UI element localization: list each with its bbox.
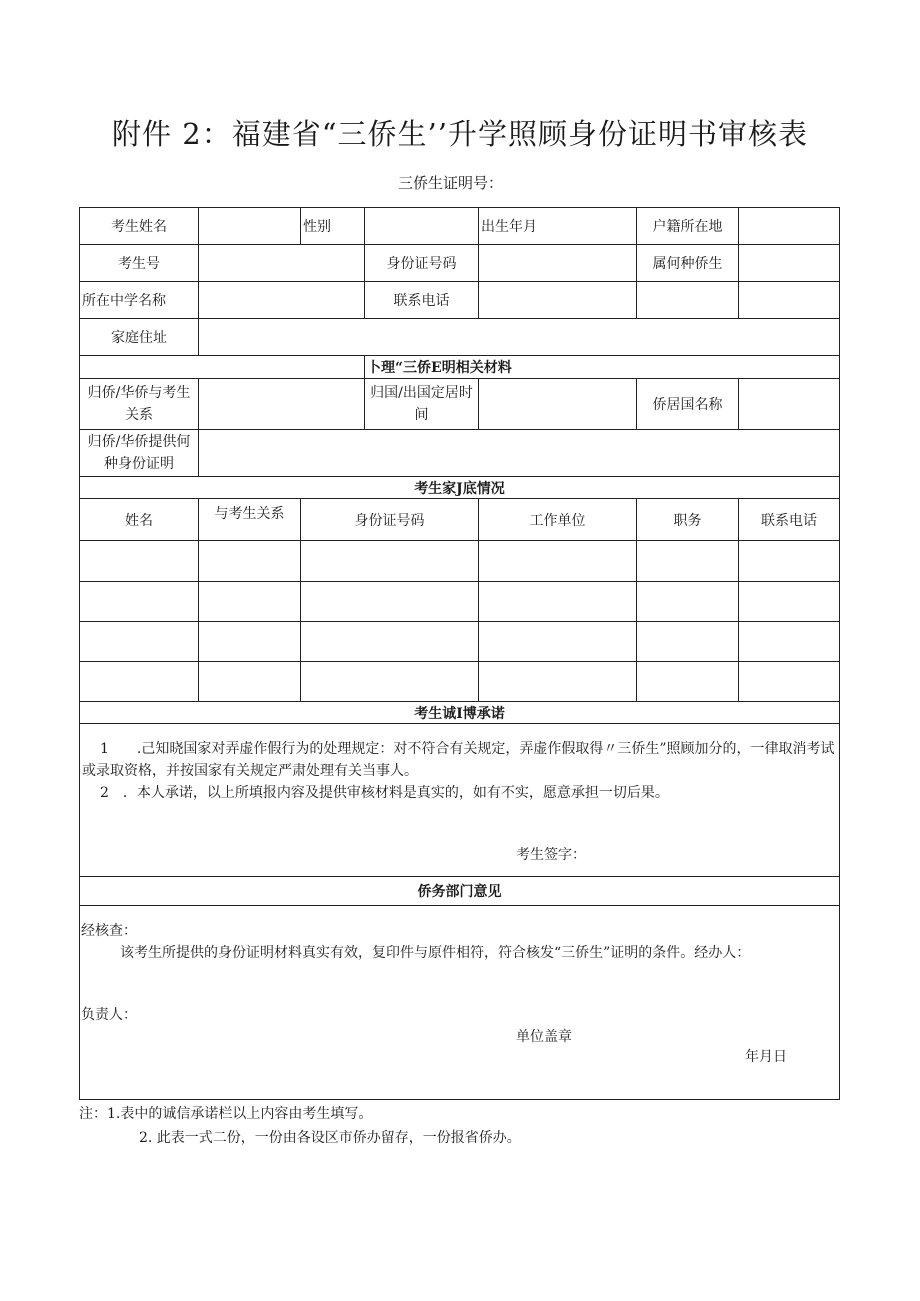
- field-residence-country[interactable]: [739, 378, 840, 429]
- label-school: 所在中学名称: [80, 282, 199, 319]
- review-responsible: 负责人：: [81, 1007, 137, 1023]
- label-birth-date: 出生年月: [479, 208, 637, 245]
- family-cell[interactable]: [479, 661, 637, 701]
- family-header-work: 工作单位: [479, 499, 637, 541]
- label-identity-proof: 归侨/华侨提供何种身份证明: [80, 429, 199, 476]
- section-proof-left: [80, 355, 365, 378]
- review-seal: 单位盖章: [516, 1029, 572, 1045]
- family-row: [80, 541, 840, 581]
- field-school[interactable]: [199, 282, 365, 319]
- row-section-family: [80, 477, 840, 499]
- family-cell[interactable]: [637, 541, 739, 581]
- family-cell[interactable]: [199, 581, 301, 621]
- family-header-name: 姓名: [80, 499, 199, 541]
- family-cell[interactable]: [199, 621, 301, 661]
- label-category: 属何种侨生: [637, 245, 739, 282]
- review-checked: 经核查：: [81, 923, 137, 939]
- family-cell[interactable]: [80, 621, 199, 661]
- family-header-phone: 联系电话: [739, 499, 840, 541]
- pledge-content: [80, 724, 840, 877]
- row-address: [80, 319, 840, 355]
- field-category[interactable]: [739, 245, 840, 282]
- family-cell[interactable]: [301, 581, 479, 621]
- pledge-item-1: 1 .己知晓国家对弄虚作假行为的处理规定：对不符合有关规定，弄虚作假取得〃三侨生”照顾加分的，一律取消考试或录取资格，并按国家有关规定严肃处理有关当事人。: [82, 741, 835, 780]
- family-header-position: 职务: [637, 499, 739, 541]
- label-residence-country: 侨居国名称: [637, 378, 739, 429]
- field-phone[interactable]: [479, 282, 637, 319]
- label-gender: 性别: [301, 208, 365, 245]
- certificate-number-label: 三侨生证明号：: [398, 174, 504, 192]
- section-family-title: 考生家J底情况: [80, 477, 840, 499]
- footnote-2: 2. 此表一式二份，一份由各设区市侨办留存，一份报省侨办。: [139, 1130, 521, 1146]
- section-proof-title: 卜理“三侨E明相关材料: [365, 355, 840, 378]
- field-id-number[interactable]: [479, 245, 637, 282]
- field-identity-proof[interactable]: [199, 429, 840, 476]
- row-review-body: [80, 906, 840, 1100]
- family-cell[interactable]: [479, 621, 637, 661]
- label-relation: 归侨/华侨与考生关系: [80, 378, 199, 429]
- row-section-review: [80, 876, 840, 905]
- family-header-row: [80, 499, 840, 541]
- family-row: [80, 621, 840, 661]
- review-form-table: [79, 207, 840, 1100]
- family-cell[interactable]: [637, 581, 739, 621]
- family-cell[interactable]: [739, 581, 840, 621]
- field-address[interactable]: [199, 319, 840, 355]
- family-cell[interactable]: [301, 541, 479, 581]
- family-cell[interactable]: [199, 661, 301, 701]
- family-cell[interactable]: [199, 541, 301, 581]
- row-pledge-body: [80, 724, 840, 877]
- review-date: 年月日: [745, 1049, 787, 1065]
- family-cell[interactable]: [301, 661, 479, 701]
- label-exam-number: 考生号: [80, 245, 199, 282]
- page-title: 附件 2：福建省“三侨生’’升学照顾身份证明书审核表: [112, 117, 808, 151]
- family-cell[interactable]: [80, 661, 199, 701]
- review-content: [80, 906, 840, 1100]
- row-identity-proof: [80, 429, 840, 476]
- row-section-pledge: [80, 702, 840, 724]
- field-return-time[interactable]: [479, 378, 637, 429]
- field-gender[interactable]: [365, 208, 479, 245]
- label-return-time: 归国/出国定居时间: [365, 378, 479, 429]
- label-phone: 联系电话: [365, 282, 479, 319]
- family-cell[interactable]: [80, 541, 199, 581]
- row-basic-1: [80, 208, 840, 245]
- row-overseas-info: [80, 378, 840, 429]
- label-address: 家庭住址: [80, 319, 199, 355]
- field-empty-b: [739, 282, 840, 319]
- review-body-text: 该考生所提供的身份证明材料真实有效，复印件与原件相符，符合核发“三侨生”证明的条件。经办人：: [120, 945, 751, 961]
- field-exam-number[interactable]: [199, 245, 365, 282]
- family-cell[interactable]: [739, 621, 840, 661]
- pledge-item-2: 2 ．本人承诺，以上所填报内容及提供审核材料是真实的，如有不实，愿意承担一切后果。: [100, 785, 669, 802]
- label-id-number: 身份证号码: [365, 245, 479, 282]
- row-basic-3: [80, 282, 840, 319]
- family-row: [80, 661, 840, 701]
- footnote-1: 注：1.表中的诚信承诺栏以上内容由考生填写。: [79, 1106, 373, 1122]
- field-relation[interactable]: [199, 378, 365, 429]
- family-cell[interactable]: [739, 541, 840, 581]
- family-cell[interactable]: [479, 581, 637, 621]
- field-student-name[interactable]: [199, 208, 301, 245]
- family-cell[interactable]: [301, 621, 479, 661]
- family-header-relation: 与考生关系: [199, 499, 301, 541]
- section-pledge-title: 考生诚I博承诺: [80, 702, 840, 724]
- family-row: [80, 581, 840, 621]
- section-review-title: 侨务部门意见: [80, 876, 840, 905]
- label-hukou: 户籍所在地: [637, 208, 739, 245]
- row-section-proof: [80, 355, 840, 378]
- family-cell[interactable]: [739, 661, 840, 701]
- family-cell[interactable]: [80, 581, 199, 621]
- row-basic-2: [80, 245, 840, 282]
- family-cell[interactable]: [479, 541, 637, 581]
- field-hukou[interactable]: [739, 208, 840, 245]
- field-empty-a: [637, 282, 739, 319]
- pledge-signature-label: 考生签字：: [516, 847, 586, 864]
- family-cell[interactable]: [637, 661, 739, 701]
- family-header-id: 身份证号码: [301, 499, 479, 541]
- family-cell[interactable]: [637, 621, 739, 661]
- label-student-name: 考生姓名: [80, 208, 199, 245]
- footnotes: [79, 1102, 521, 1150]
